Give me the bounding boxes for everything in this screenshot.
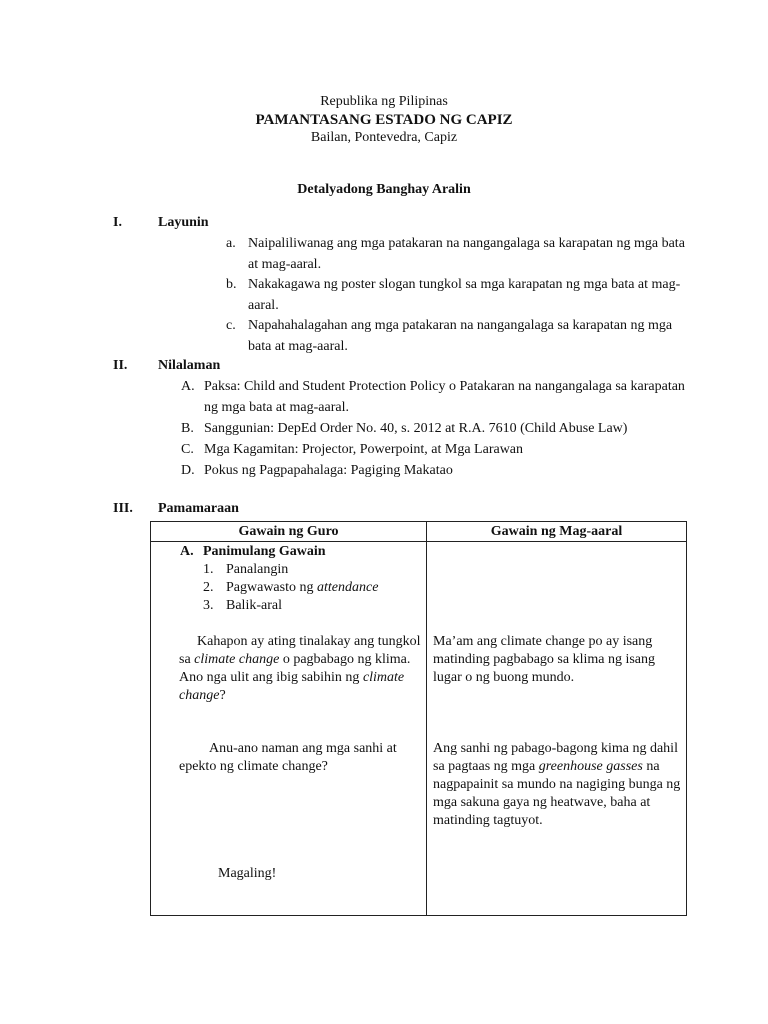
objective-label: c. <box>226 318 236 333</box>
objective-item <box>226 233 696 275</box>
section-3-numeral: III. <box>113 501 133 516</box>
content-item <box>181 439 701 460</box>
step-number: 1. <box>203 562 214 577</box>
teacher-activity-cell <box>151 542 427 916</box>
section-3-title: Pamamaraan <box>158 501 239 516</box>
student-column-header: Gawain ng Mag-aaral <box>427 522 687 542</box>
content-text: Sanggunian: DepEd Order No. 40, s. 2012 at R.A. 7610 (Child Abuse Law) <box>204 421 628 436</box>
content-label: C. <box>181 442 194 457</box>
teacher-column-header: Gawain ng Guro <box>151 522 427 542</box>
step-number: 2. <box>203 580 214 595</box>
objective-text: Napahahalagahan ang mga patakaran na nangangalaga sa karapatan ng mga bata at mag-aaral. <box>248 318 673 354</box>
content-label: A. <box>181 379 195 394</box>
teacher-question: Anu-ano naman ang mga sanhi at epekto ng climate change? <box>179 741 397 774</box>
student-activity-cell <box>427 542 687 916</box>
student-answer: Ma’am ang climate change po ay isang matinding pagbabago sa klima ng isang lugar o ng buong mundo. <box>433 634 656 685</box>
document-title: Detalyadong Banghay Aralin <box>297 182 471 197</box>
content-label: B. <box>181 421 194 436</box>
objective-label: a. <box>226 236 236 251</box>
content-text: Pokus ng Pagpapahalaga: Pagiging Makatao <box>204 463 453 478</box>
step-number: 3. <box>203 598 214 613</box>
content-text: Mga Kagamitan: Projector, Powerpoint, at Mga Larawan <box>204 442 524 457</box>
section-2-numeral: II. <box>113 358 128 373</box>
step-text: Panalangin <box>226 562 289 577</box>
content-item <box>181 460 701 481</box>
subsection-label: A. <box>180 544 194 559</box>
objective-item <box>226 274 696 316</box>
student-answer: Ang sanhi ng pabago-bagong kima ng dahil sa pagtaas ng mga greenhouse gasses na nagpapainit sa mundo na nagiging bunga ng mga sakuna gaya ng heatwave, baha at matinding tagtuyot. <box>433 741 681 828</box>
objective-text: Nakakagawa ng poster slogan tungkol sa mga karapatan ng mga bata at mag-aaral. <box>248 277 681 313</box>
teacher-praise: Magaling! <box>218 866 277 881</box>
content-item <box>181 418 701 439</box>
republic-line: Republika ng Pilipinas <box>320 94 448 109</box>
procedure-table <box>150 521 687 916</box>
step-text: Pagwawasto ng attendance <box>226 580 379 595</box>
section-1-numeral: I. <box>113 215 122 230</box>
section-2-title: Nilalaman <box>158 358 221 373</box>
university-address: Bailan, Pontevedra, Capiz <box>310 130 458 145</box>
teacher-question: Kahapon ay ating tinalakay ang tungkol sa climate change o pagbabago ng klima. Ano nga ulit ang ibig sabihin ng climate change? <box>179 634 421 703</box>
content-item <box>181 376 701 418</box>
objective-item <box>226 315 696 357</box>
university-name: PAMANTASANG ESTADO NG CAPIZ <box>255 112 513 128</box>
subsection-title: Panimulang Gawain <box>203 544 326 559</box>
step-text: Balik-aral <box>226 598 282 613</box>
content-label: D. <box>181 463 195 478</box>
section-1-title: Layunin <box>158 215 209 230</box>
content-text: Paksa: Child and Student Protection Policy o Patakaran na nangangalaga sa karapatan ng mga bata at mag-aaral. <box>204 379 685 415</box>
objective-text: Naipaliliwanag ang mga patakaran na nangangalaga sa karapatan ng mga bata at mag-aaral. <box>248 236 685 272</box>
objective-label: b. <box>226 277 237 292</box>
